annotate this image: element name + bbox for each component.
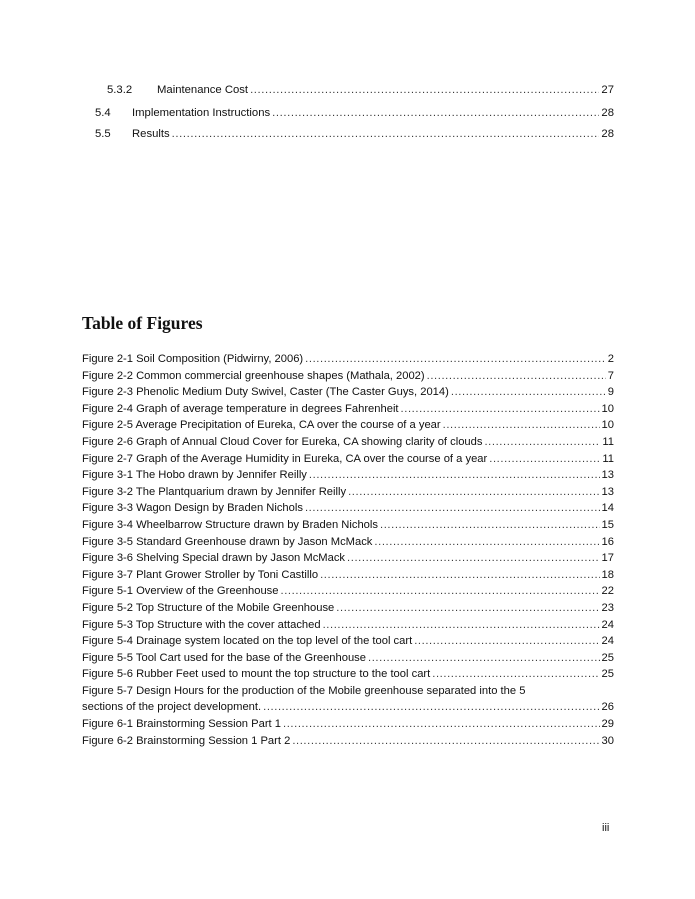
figure-entry-title: Figure 2-1 Soil Composition (Pidwirny, 2006) bbox=[82, 353, 304, 365]
figure-entry-page: 13 bbox=[601, 469, 614, 482]
figure-entry-title: Figure 2-7 Graph of the Average Humidity in Eureka, CA over the course of a year bbox=[82, 452, 488, 465]
figure-entry-page: 11 bbox=[602, 452, 614, 465]
figure-entry-title: sections of the project development. bbox=[82, 701, 262, 714]
figure-entry-page: 23 bbox=[601, 601, 614, 614]
figure-entry[interactable] bbox=[82, 666, 614, 683]
figure-entry-page: 16 bbox=[601, 535, 614, 548]
toc-entry[interactable] bbox=[107, 83, 614, 97]
figure-entry-page: 24 bbox=[601, 635, 614, 648]
dot-leader bbox=[380, 517, 600, 534]
dot-leader bbox=[432, 666, 599, 683]
figure-entry[interactable] bbox=[82, 699, 614, 716]
figure-entry-wrapped-line[interactable]: Figure 5-7 Design Hours for the production of the Mobile greenhouse separated into the 5 bbox=[82, 684, 526, 697]
figure-entry-title: Figure 3-4 Wheelbarrow Structure drawn by Braden Nichols bbox=[82, 518, 378, 531]
toc-entry-title: Results bbox=[132, 128, 170, 140]
toc-entry-page: 28 bbox=[601, 107, 614, 119]
dot-leader bbox=[292, 733, 599, 750]
figure-entry-title: Figure 5-5 Tool Cart used for the base of the Greenhouse bbox=[82, 651, 367, 664]
dot-leader bbox=[347, 550, 600, 567]
figure-entry-title: Figure 2-6 Graph of Annual Cloud Cover for Eureka, CA showing clarity of clouds bbox=[82, 435, 483, 448]
toc-entry-number: 5.5 bbox=[95, 128, 111, 140]
dot-leader bbox=[172, 127, 600, 141]
figure-entry-title: Figure 2-3 Phenolic Medium Duty Swivel, Caster (The Caster Guys, 2014) bbox=[82, 386, 449, 399]
figure-entry-page: 2 bbox=[607, 353, 614, 365]
figure-entry-page: 24 bbox=[601, 618, 614, 631]
toc-entry[interactable] bbox=[95, 127, 614, 141]
figure-entry-title: Figure 3-7 Plant Grower Stroller by Toni Castillo bbox=[82, 568, 319, 581]
figure-entry-title: Figure 3-1 The Hobo drawn by Jennifer Reilly bbox=[82, 469, 307, 482]
figure-entry-page: 29 bbox=[601, 718, 614, 731]
figure-entry[interactable] bbox=[82, 567, 614, 584]
figure-entry-title: Figure 5-3 Top Structure with the cover attached bbox=[82, 618, 321, 631]
figure-entry-page: 30 bbox=[601, 734, 614, 747]
dot-leader bbox=[414, 633, 599, 650]
dot-leader bbox=[309, 467, 600, 484]
dot-leader bbox=[427, 368, 606, 385]
dot-leader bbox=[323, 617, 600, 634]
figure-entry-title: Figure 3-6 Shelving Special drawn by Jason McMack bbox=[82, 552, 346, 565]
figure-entry[interactable] bbox=[82, 467, 614, 484]
figure-entry-title: Figure 2-2 Common commercial greenhouse shapes (Mathala, 2002) bbox=[82, 369, 425, 382]
toc-entry-title: Implementation Instructions bbox=[132, 107, 271, 119]
figure-entry[interactable] bbox=[82, 550, 614, 567]
figure-entry-page: 10 bbox=[601, 402, 614, 415]
figure-entry[interactable] bbox=[82, 384, 614, 401]
figure-entry[interactable] bbox=[82, 716, 614, 733]
dot-leader bbox=[401, 401, 600, 418]
dot-leader bbox=[484, 434, 600, 451]
figure-entry[interactable] bbox=[82, 500, 614, 517]
toc-entry-number: 5.4 bbox=[95, 107, 111, 119]
figure-entry-page: 26 bbox=[601, 701, 614, 714]
figure-entry-title: Figure 3-2 The Plantquarium drawn by Jennifer Reilly bbox=[82, 485, 347, 498]
dot-leader bbox=[368, 650, 600, 667]
toc-entry[interactable] bbox=[95, 106, 614, 120]
figure-entry[interactable] bbox=[82, 484, 614, 501]
figure-entry-title: Figure 3-3 Wagon Design by Braden Nichols bbox=[82, 502, 303, 515]
toc-entry-title: Maintenance Cost bbox=[157, 84, 249, 96]
figure-entry-title: Figure 5-4 Drainage system located on the top level of the tool cart bbox=[82, 635, 413, 648]
figure-entry-title: Figure 5-6 Rubber Feet used to mount the top structure to the tool cart bbox=[82, 668, 431, 681]
figure-entry-page: 25 bbox=[601, 651, 614, 664]
figure-entry-page: 22 bbox=[601, 585, 614, 598]
figure-entry[interactable] bbox=[82, 434, 614, 451]
table-of-figures-heading: Table of Figures bbox=[82, 313, 203, 333]
figure-entry[interactable] bbox=[82, 351, 614, 368]
dot-leader bbox=[250, 83, 599, 97]
figure-entry-title: Figure 5-1 Overview of the Greenhouse bbox=[82, 585, 279, 598]
figure-entry[interactable] bbox=[82, 517, 614, 534]
figure-entry-page: 9 bbox=[607, 386, 614, 399]
figure-entry[interactable] bbox=[82, 583, 614, 600]
figure-entry-page: 11 bbox=[602, 435, 614, 448]
toc-entry-page: 27 bbox=[601, 84, 614, 96]
figure-entry-title: Figure 6-1 Brainstorming Session Part 1 bbox=[82, 718, 281, 731]
figure-entry[interactable] bbox=[82, 401, 614, 418]
dot-leader bbox=[281, 583, 600, 600]
dot-leader bbox=[283, 716, 600, 733]
toc-entry-number: 5.3.2 bbox=[107, 84, 133, 96]
figure-entry-page: 17 bbox=[601, 552, 614, 565]
figure-entry-title: Figure 5-2 Top Structure of the Mobile Greenhouse bbox=[82, 601, 335, 614]
figure-list bbox=[82, 351, 614, 749]
dot-leader bbox=[320, 567, 599, 584]
dot-leader bbox=[443, 417, 600, 434]
figure-entry-page: 7 bbox=[607, 369, 614, 382]
dot-leader bbox=[305, 500, 600, 517]
figure-entry[interactable] bbox=[82, 633, 614, 650]
figure-entry-page: 10 bbox=[601, 419, 614, 432]
toc-entry-page: 28 bbox=[601, 128, 614, 140]
figure-entry[interactable] bbox=[82, 417, 614, 434]
dot-leader bbox=[305, 351, 606, 368]
dot-leader bbox=[374, 534, 599, 551]
figure-entry[interactable] bbox=[82, 368, 614, 385]
dot-leader bbox=[272, 106, 599, 120]
figure-entry-page: 15 bbox=[601, 518, 614, 531]
dot-leader bbox=[336, 600, 599, 617]
figure-entry[interactable] bbox=[82, 534, 614, 551]
figure-entry[interactable] bbox=[82, 733, 614, 750]
page-number: iii bbox=[602, 822, 610, 834]
figure-entry[interactable] bbox=[82, 650, 614, 667]
figure-entry[interactable] bbox=[82, 617, 614, 634]
figure-entry-title: Figure 2-5 Average Precipitation of Eureka, CA over the course of a year bbox=[82, 419, 441, 432]
figure-entry-title: Figure 6-2 Brainstorming Session 1 Part 2 bbox=[82, 734, 291, 747]
dot-leader bbox=[489, 451, 600, 468]
dot-leader bbox=[451, 384, 606, 401]
figure-entry-page: 18 bbox=[601, 568, 614, 581]
figure-entry-page: 14 bbox=[601, 502, 614, 515]
dot-leader bbox=[263, 699, 599, 716]
figure-entry[interactable] bbox=[82, 451, 614, 468]
figure-entry-page: 25 bbox=[601, 668, 614, 681]
figure-entry-page: 13 bbox=[601, 485, 614, 498]
figure-entry-title: Figure 3-5 Standard Greenhouse drawn by Jason McMack bbox=[82, 535, 373, 548]
figure-entry-title: Figure 2-4 Graph of average temperature in degrees Fahrenheit bbox=[82, 402, 399, 415]
dot-leader bbox=[348, 484, 599, 501]
figure-entry[interactable] bbox=[82, 600, 614, 617]
